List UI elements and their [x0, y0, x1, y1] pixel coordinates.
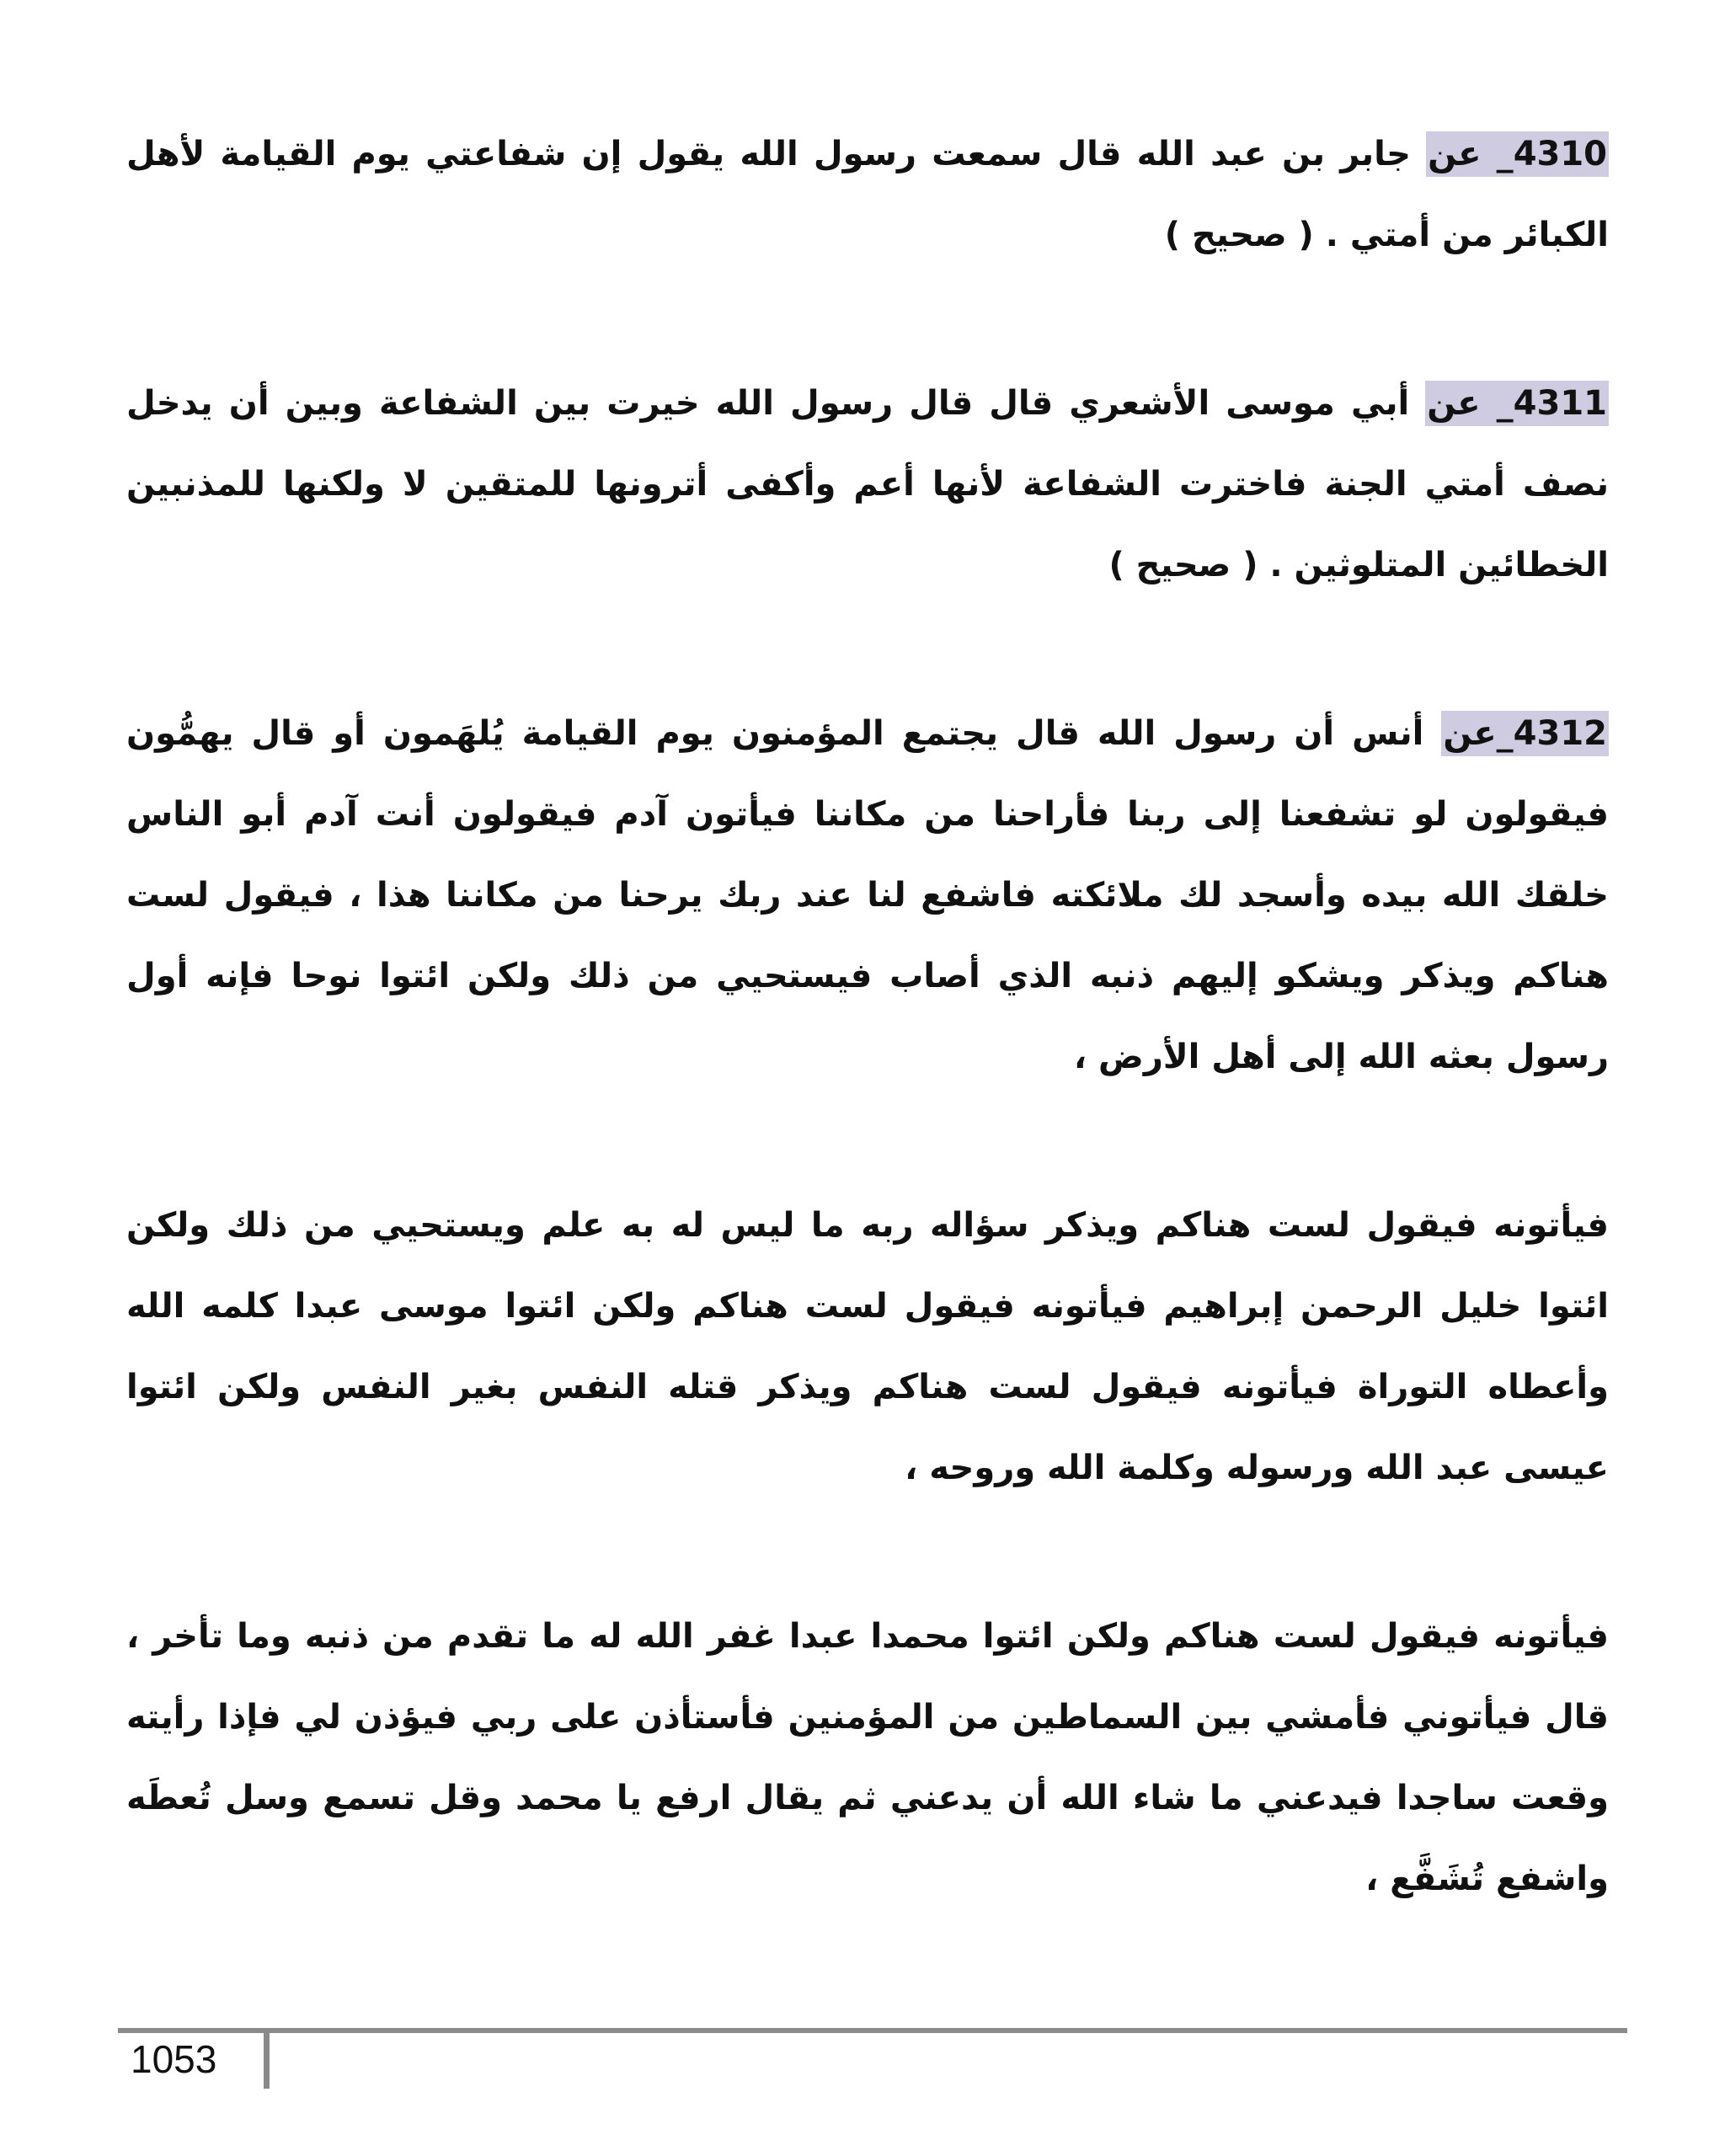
hadith-text: أبي موسى الأشعري قال قال رسول الله خيرت بين الشفاعة وبين أن يدخل نصف أمتي الجنة فاخترت الشفاعة لأنها أعم وأكفى أترونها للمتقين لا ولكنها للمذنبين الخطائين المتلوثين . ( صحيح )	[126, 384, 1609, 584]
page-number: 1053	[131, 2037, 217, 2081]
hadith-number-highlight: 4310_ عن	[1426, 131, 1609, 177]
footer-rule	[118, 2028, 1627, 2033]
hadith-4311	[126, 363, 1609, 606]
footer-divider-tick	[264, 2028, 270, 2089]
hadith-text: أنس أن رسول الله قال يجتمع المؤمنون يوم القيامة يُلهَمون أو قال يهمُّون فيقولون لو تشفعنا إلى ربنا فأراحنا من مكاننا فيأتون آدم فيقولون أنت آدم أبو الناس خلقك الله بيده وأسجد لك ملائكته فاشفع لنا عند ربك يرحنا من مكاننا هذا ، فيقول لست هناكم ويذكر ويشكو إليهم ذنبه الذي أصاب فيستحيي من ذلك ولكن ائتوا نوحا فإنه أول رسول بعثه الله إلى أهل الأرض ،	[126, 714, 1609, 1076]
hadith-text: جابر بن عبد الله قال سمعت رسول الله يقول إن شفاعتي يوم القيامة لأهل الكبائر من أمتي . ( صحيح )	[126, 135, 1609, 254]
hadith-number-highlight: 4311_ عن	[1425, 381, 1609, 426]
page-content	[126, 114, 1609, 2007]
hadith-4312-continuation-2: فيأتونه فيقول لست هناكم ولكن ائتوا محمدا عبدا غفر الله له ما تقدم من ذنبه وما تأخر ، قال فيأتوني فأمشي بين السماطين من المؤمنين فأستأذن على ربي فيؤذن لي فإذا رأيته وقعت ساجدا فيدعني ما شاء الله أن يدعني ثم يقال ارفع يا محمد وقل تسمع وسل تُعطَه واشفع تُشَفَّع ،	[126, 1617, 1609, 1898]
hadith-number-highlight: 4312_عن	[1441, 711, 1609, 756]
hadith-4312	[126, 693, 1609, 1097]
hadith-4312-continuation-1: فيأتونه فيقول لست هناكم ويذكر سؤاله ربه ما ليس له به علم ويستحيي من ذلك ولكن ائتوا خليل الرحمن إبراهيم فيأتونه فيقول لست هناكم ولكن ائتوا موسى عبدا كلمه الله وأعطاه التوراة فيأتونه فيقول لست هناكم ويذكر قتله النفس بغير النفس ولكن ائتوا عيسى عبد الله ورسوله وكلمة الله وروحه ،	[126, 1206, 1609, 1487]
hadith-4310	[126, 114, 1609, 275]
